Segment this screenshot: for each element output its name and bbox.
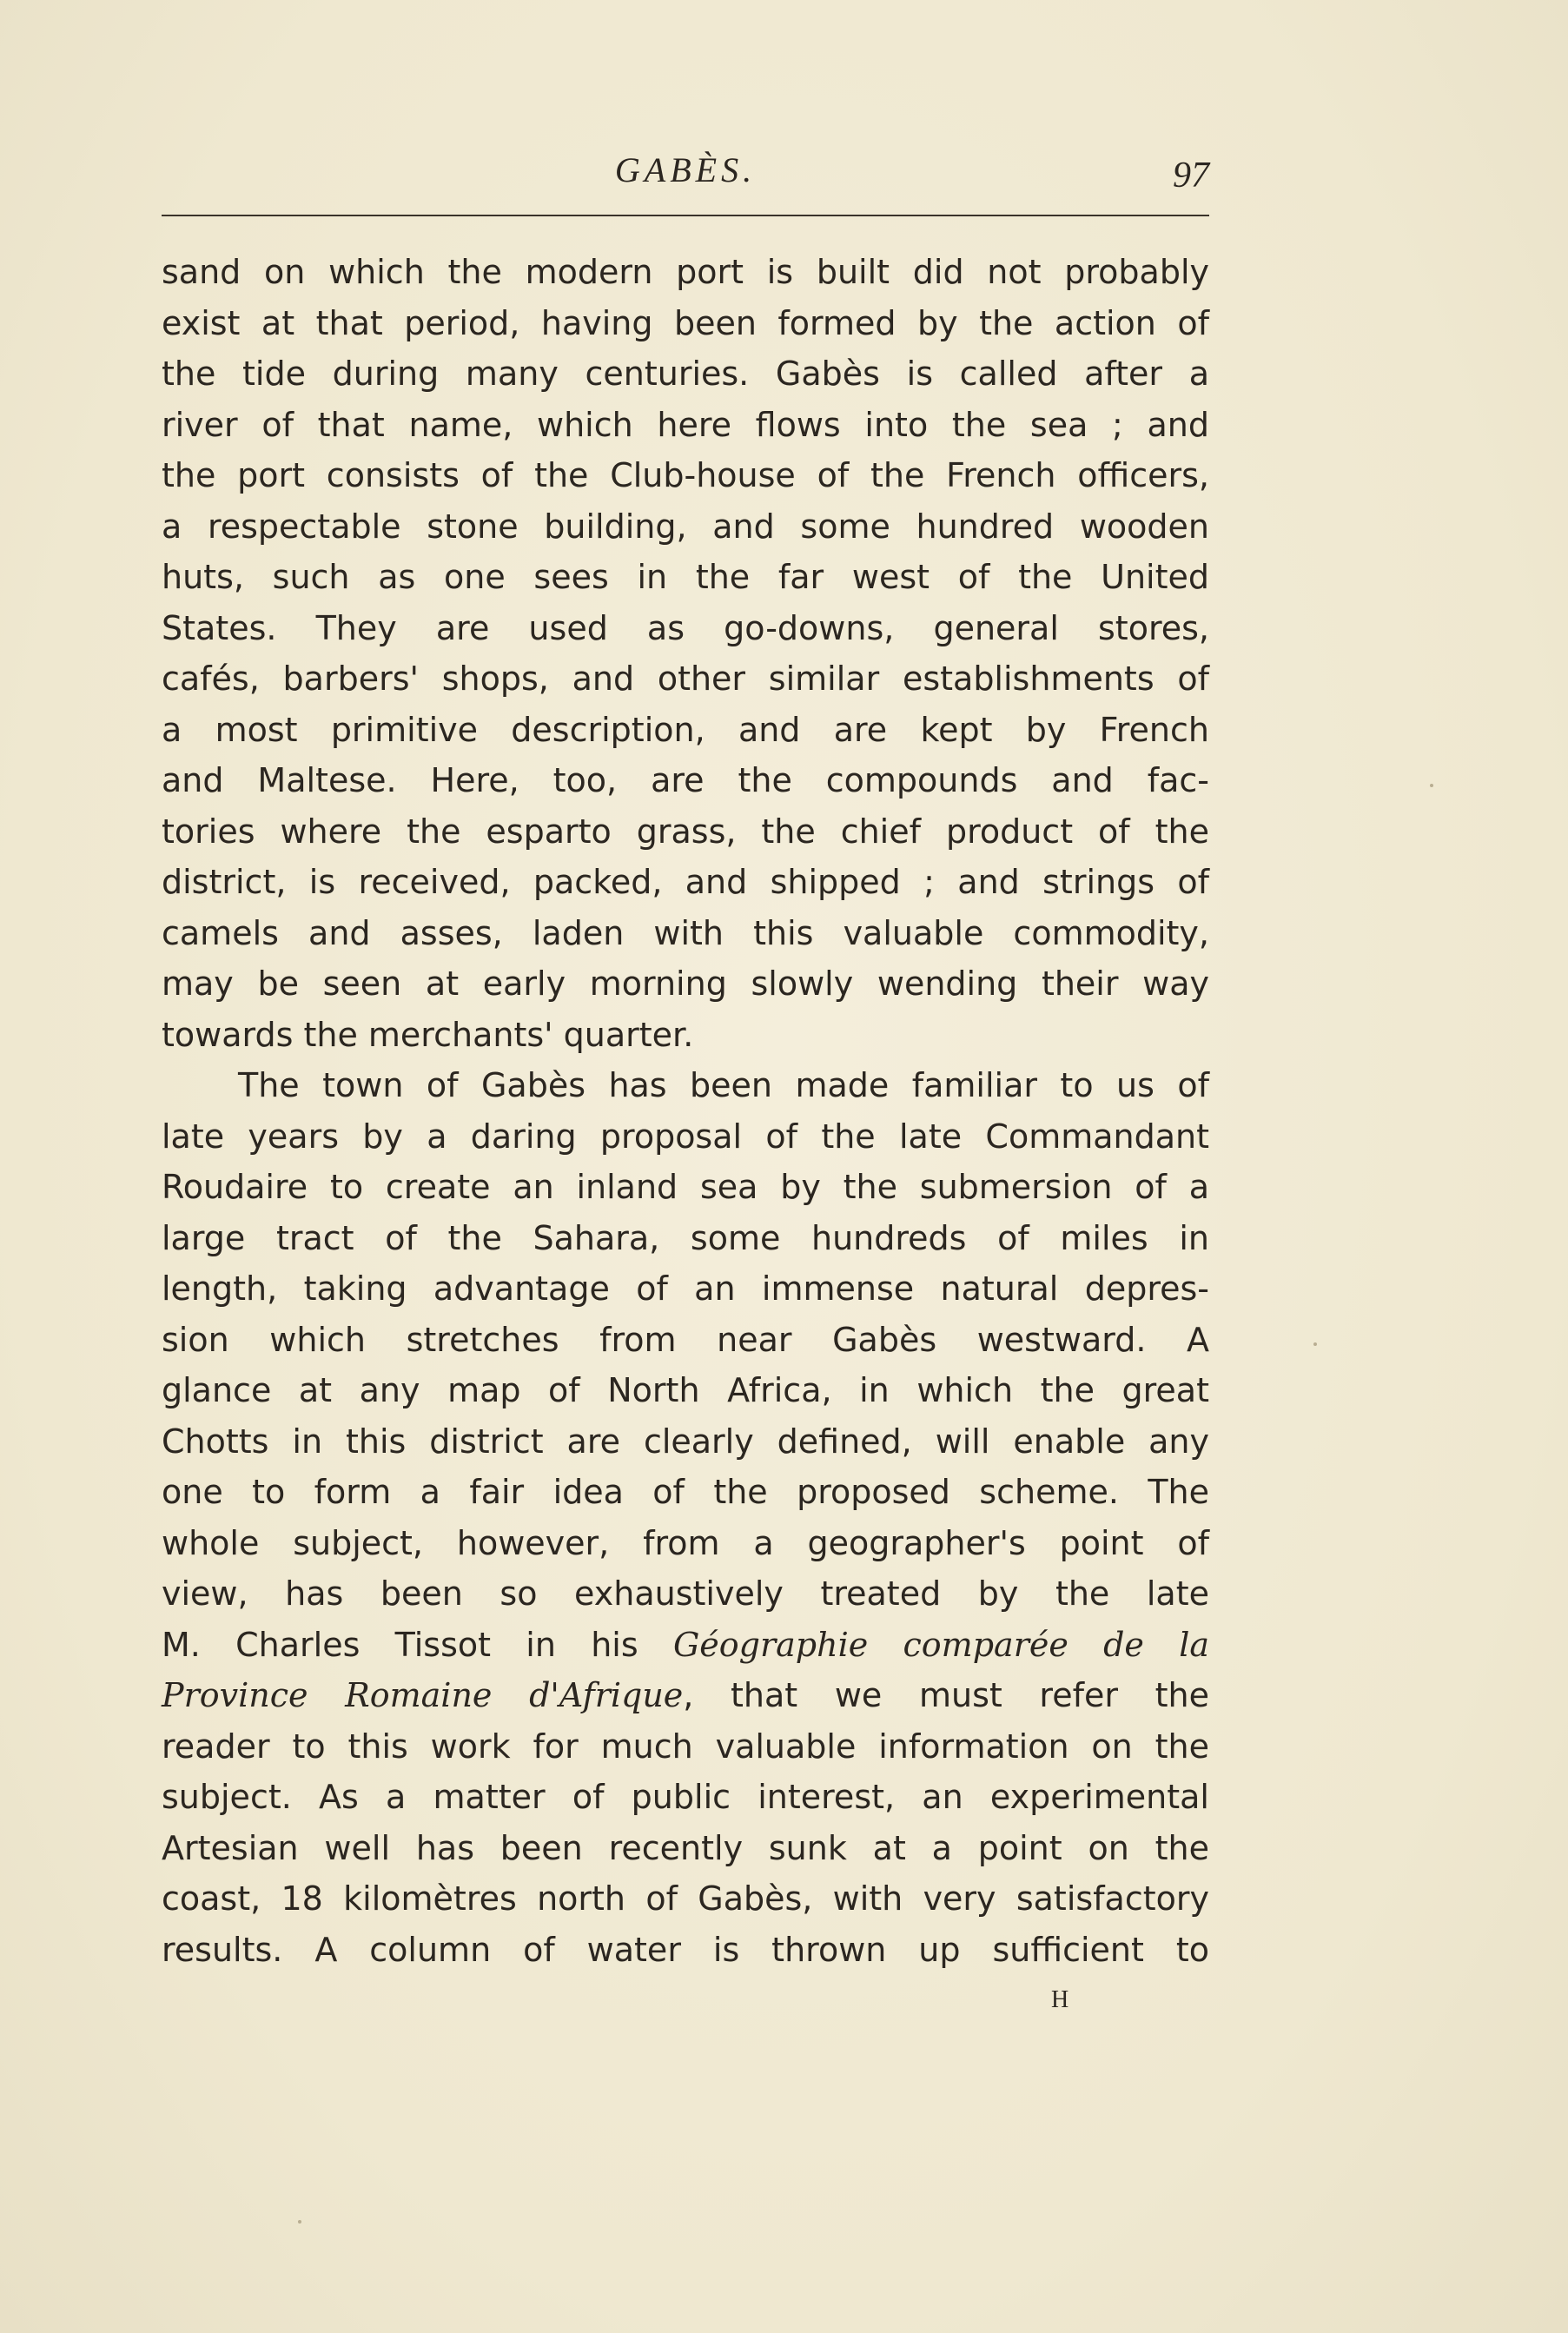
text-line: Roudaire to create an inland sea by the submersion of a	[162, 1168, 1209, 1206]
text-line: view, has been so exhaustively treated by the late	[162, 1574, 1209, 1613]
text-line: a most primitive description, and are kept by French	[162, 710, 1209, 749]
text-segment: , that we must refer the	[683, 1676, 1209, 1714]
text-line: Artesian well has been recently sunk at a point on the	[162, 1828, 1209, 1867]
text-line: subject. As a matter of public interest, an experimental	[162, 1778, 1209, 1816]
text-line: one to form a fair idea of the proposed scheme. The	[162, 1473, 1209, 1511]
body-text	[162, 247, 1209, 1975]
text-line: district, is received, packed, and shipped ; and strings of	[162, 863, 1209, 901]
paper-speck	[1430, 784, 1433, 787]
text-line: sand on which the modern port is built did not probably	[162, 253, 1209, 291]
text-line: huts, such as one sees in the far west of the United	[162, 558, 1209, 596]
text-line: tories where the esparto grass, the chief product of the	[162, 812, 1209, 851]
text-line: coast, 18 kilomètres north of Gabès, with very satisfactory	[162, 1879, 1209, 1918]
text-line: a respectable stone building, and some hundred wooden	[162, 507, 1209, 546]
text-line: States. They are used as go-downs, general stores,	[162, 608, 1209, 647]
text-segment: M. Charles Tissot in his	[162, 1625, 673, 1664]
text-line: and Maltese. Here, too, are the compounds and fac-	[162, 761, 1209, 799]
text-line: towards the merchants' quarter.	[162, 1015, 694, 1054]
text-line-with-title	[162, 1620, 1209, 1671]
book-title-italic: Géographie comparée de la	[672, 1625, 1210, 1664]
running-head	[162, 146, 1209, 198]
page-number: 97	[1173, 156, 1209, 196]
header-rule	[162, 215, 1209, 216]
text-line: reader to this work for much valuable information on the	[162, 1727, 1209, 1766]
text-line: results. A column of water is thrown up sufficient to	[162, 1930, 1209, 1969]
text-line: glance at any map of North Africa, in which the great	[162, 1371, 1209, 1409]
text-line: large tract of the Sahara, some hundreds of miles in	[162, 1218, 1209, 1257]
text-line: Chotts in this district are clearly defined, will enable any	[162, 1422, 1209, 1461]
running-title: GABÈS.	[614, 150, 757, 189]
text-line: river of that name, which here flows into the sea ; and	[162, 405, 1209, 444]
text-line: camels and asses, laden with this valuable commodity,	[162, 913, 1209, 952]
text-line: the port consists of the Club-house of the French officers,	[162, 456, 1209, 494]
text-line: the tide during many centuries. Gabès is called after a	[162, 355, 1209, 393]
book-title-italic: Province Romaine d'Afrique	[162, 1676, 684, 1714]
text-line: sion which stretches from near Gabès westward. A	[162, 1320, 1209, 1359]
text-line: cafés, barbers' shops, and other similar establishments of	[162, 659, 1209, 698]
text-line-with-title	[162, 1670, 1209, 1721]
text-line: late years by a daring proposal of the late Commandant	[162, 1117, 1209, 1156]
text-line: whole subject, however, from a geographer's point of	[162, 1523, 1209, 1562]
paper-speck	[298, 2220, 301, 2224]
signature-mark: H	[1051, 1986, 1071, 2013]
text-line: length, taking advantage of an immense natural depres-	[162, 1269, 1209, 1308]
text-line: may be seen at early morning slowly wending their way	[162, 964, 1209, 1003]
text-line: exist at that period, having been formed by the action of	[162, 303, 1209, 342]
text-line: The town of Gabès has been made familiar to us of	[238, 1066, 1209, 1104]
paper-speck	[1313, 1342, 1317, 1346]
